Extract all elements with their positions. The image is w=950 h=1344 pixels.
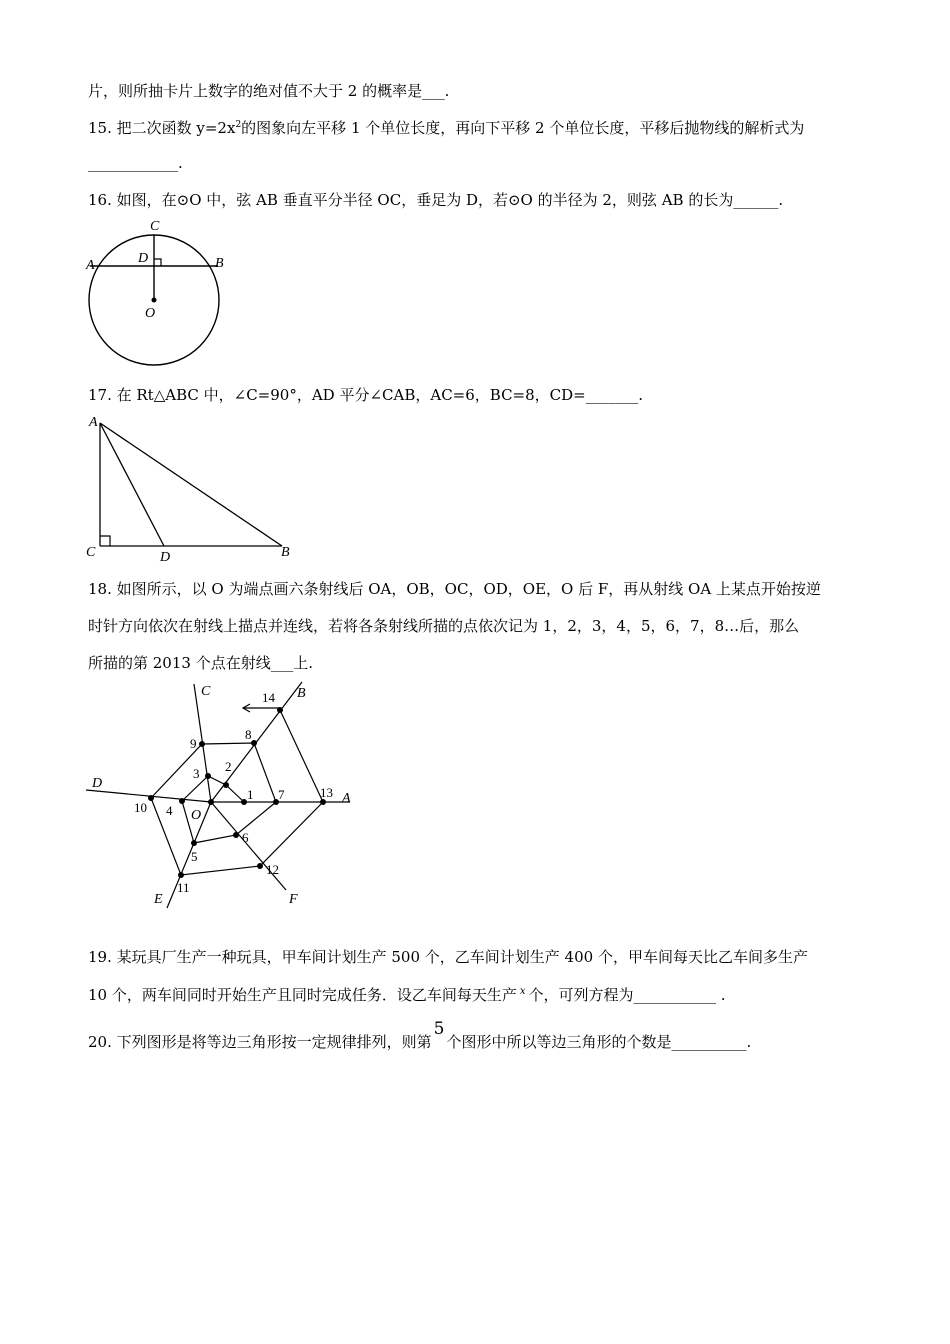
label-b: B (281, 545, 290, 560)
question-15-blank: ____________. (88, 154, 183, 172)
point-5 (191, 840, 197, 846)
question-16: 16. 如图，在⊙O 中，弦 AB 垂直平分半径 OC，垂足为 D，若⊙O 的半径为 2，则弦 AB 的长为______. (88, 191, 784, 209)
segment-ad (100, 423, 164, 546)
num-11: 11 (177, 880, 190, 895)
figure-16-circle (84, 214, 234, 370)
question-19-line2-post: 个，可列方程为___________ . (528, 986, 726, 1004)
point-4 (179, 798, 185, 804)
side-ab (100, 423, 282, 546)
question-20-post: 个图形中所以等边三角形的个数是__________. (446, 1033, 752, 1051)
label-b: B (297, 686, 306, 701)
question-19-line2-pre: 10 个，两车间同时开始生产且同时完成任务．设乙车间每天生产 (88, 986, 517, 1004)
question-15-exponent: 2 (235, 120, 242, 130)
point-2 (223, 782, 229, 788)
point-14 (277, 707, 283, 713)
label-c: C (86, 545, 96, 560)
label-o: O (145, 306, 156, 321)
point-3 (205, 773, 211, 779)
num-13: 13 (320, 785, 333, 800)
label-a: A (342, 791, 351, 806)
num-10: 10 (134, 800, 147, 815)
num-6: 6 (242, 830, 249, 845)
question-20-pre: 20. 下列图形是将等边三角形按一定规律排列，则第 (88, 1033, 432, 1051)
ray-letter-labels (91, 684, 351, 907)
spiral-path (151, 710, 323, 875)
plotted-points (148, 707, 326, 878)
label-a: A (86, 258, 95, 273)
point-12 (257, 863, 263, 869)
question-20 (88, 1019, 752, 1052)
figure-17-triangle (84, 410, 299, 562)
label-d: D (138, 251, 149, 266)
label-c: C (150, 219, 160, 234)
label-c: C (201, 684, 211, 699)
num-12: 12 (266, 862, 279, 877)
num-7: 7 (278, 787, 285, 802)
num-8: 8 (245, 727, 252, 742)
label-d: D (92, 776, 103, 791)
right-angle-mark (154, 259, 161, 266)
num-14: 14 (262, 690, 275, 705)
question-19-line1: 19. 某玩具厂生产一种玩具，甲车间计划生产 500 个，乙车间计划生产 400 个，甲车间每天比乙车间多生产 (88, 948, 808, 966)
question-18-line2: 时针方向依次在射线上描点并连线，若将各条射线所描的点依次记为 1，2，3，4，5，6，7，8…后，那么 (88, 617, 800, 635)
label-d: D (160, 550, 171, 562)
label-a: A (89, 415, 98, 430)
point-11 (178, 872, 184, 878)
label-e: E (154, 892, 163, 907)
point-o (208, 799, 214, 805)
question-15 (88, 117, 804, 138)
point-10 (148, 795, 154, 801)
num-5: 5 (191, 849, 198, 864)
question-19-line2 (88, 984, 726, 1005)
label-b: B (215, 256, 224, 271)
label-o: O (191, 808, 202, 823)
question-17: 17. 在 Rt△ABC 中，∠C=90°，AD 平分∠CAB，AC=6，BC=8，CD=_______. (88, 386, 644, 404)
num-2: 2 (225, 759, 232, 774)
question-18-line3: 所描的第 2013 个点在射线___上. (88, 654, 313, 672)
label-f: F (289, 892, 298, 907)
figure-number: 5 (433, 1019, 445, 1039)
point-8 (251, 740, 257, 746)
num-9: 9 (190, 736, 197, 751)
question-14-tail: 片，则所抽卡片上数字的绝对值不大于 2 的概率是___. (88, 82, 450, 100)
point-9 (199, 741, 205, 747)
right-angle-mark (100, 536, 110, 546)
question-15-post: 的图象向左平移 1 个单位长度，再向下平移 2 个单位长度，平移后抛物线的解析式为 (241, 119, 805, 137)
num-1: 1 (247, 787, 254, 802)
num-3: 3 (193, 766, 200, 781)
question-18-line1: 18. 如图所示，以 O 为端点画六条射线后 OA，OB，OC，OD，OE，O 后 F，再从射线 OA 上某点开始按逆 (88, 580, 821, 598)
center-point (152, 298, 157, 303)
question-15-pre: 15. 把二次函数 y=2x (88, 119, 236, 137)
point-6 (233, 832, 239, 838)
num-4: 4 (166, 803, 173, 818)
variable-x: x (519, 986, 526, 997)
figure-18-rays (84, 678, 364, 913)
